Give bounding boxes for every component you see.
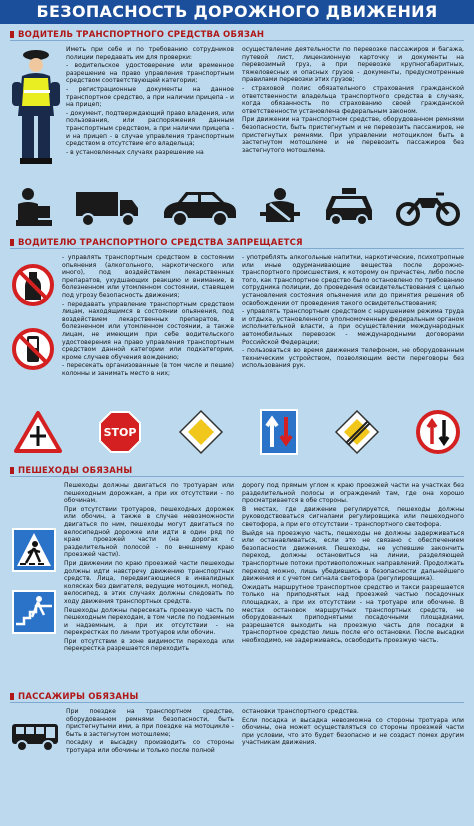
pedestrians-heading: ПЕШЕХОДЫ ОБЯЗАНЫ — [10, 466, 132, 476]
underpass-sign-icon — [12, 590, 56, 634]
pedestrians-right: дорогу под прямым углом к краю проезжей части на участках без разделительной полосы и ограждений там, где она хорошо просматривается в обе стороны. В местах, где движение регулируется, пешеходы должны руководствоваться сигналами регулировщика или пешеходного светофора, а при его отсутствии - транспортного светофора. Выйдя на проезжую часть, пешеходы не должны задерживаться или останавливаться, если это не связано с обеспечением безопасности движения. Пешеходы, не успевшие закончить переход, должны остановиться на линии, разделяющей транспортные потоки противоположных направлений. Продолжать переход можно, лишь убедившись в безопасности дальнейшего движения и с учетом сигнала светофора (регулировщика). Ожидать маршрутное транспортное средство и такси разрешается только на приподнятых над проезжей частью посадочных площадках, а при их отсутствии - на тротуаре или обочине. В местах остановок маршрутных транспортных средств, не оборудованных приподнятыми посадочными площадками, разрешается выходить на проезжую часть для посадки в транспортное средство лишь после его остановки. После высадки необходимо, не задерживаясь, освободить проезжую часть. — [242, 482, 464, 644]
warning-crossroads-sign-icon — [14, 410, 62, 454]
driver-must-heading: ВОДИТЕЛЬ ТРАНСПОРТНОГО СРЕДСТВА ОБЯЗАН — [10, 30, 264, 40]
car-icon — [160, 186, 238, 228]
driver-forbidden-right: - употреблять алкогольные напитки, наркотические, психотропные или иные одурманивающие вещества после дорожно-транспортного происшествия, к которому он причастен, либо после того, как транспортное средство было остановлено по требованию сотрудника полиции, до проведения освидетельствования с целью установления состояния опьянения или до принятия решения об освобождении от проведения такого освидетельствования; - управлять транспортным средством с нарушением режима труда и отдыха, установленного уполномоченным федеральным органом исполнительной власти, а при осуществлении международных автомобильных перевозок - международными договорами Российской Федерации; - пользоваться во время движения телефоном, не оборудованным техническим устройством, позволяющим вести переговоры без использования рук. — [242, 254, 464, 370]
divider — [10, 476, 464, 477]
main-road-sign-icon — [178, 409, 224, 455]
truck-icon — [74, 186, 140, 228]
driver-forbidden-left: - управлять транспортным средством в состоянии опьянения (алкогольного, наркотического или иного), под воздействием лекарственных препаратов, ухудшающих реакцию и внимание, в болезненном или утомленном состоянии, ставящем под угрозу безопасность движения; - передавать управление транспортным средством лицам, находящимся в состоянии опьянения, под воздействием лекарственных препаратов, в болезненном или утомленном состоянии, а также лицам, не имеющим при себе водительского удостоверения на право управления транспортным средством данной категории или подкатегории, кроме случаев обучения вождению; - пересекать организованные (в том числе и пешие) колонны и занимать место в них; — [62, 254, 234, 377]
driver-must-left: Иметь при себе и по требованию сотрудников полиции передавать им для проверки: - водительское удостоверение или временное разрешение на право управления транспортным средством соответствующей категории; - регистрационные документы на данное транспортное средство, а при наличии прицепа - и на прицеп; - документ, подтверждающий право владения, или пользования, или распоряжения данным транспортным средством, а при наличии прицепа - и на прицеп - в случае управления транспортным средством в отсутствие его владельца; - в установленных случаях разрешение на — [66, 46, 234, 156]
seatbelt-driver-icon — [258, 186, 302, 228]
no-oncoming-priority-sign-icon — [416, 410, 460, 454]
traffic-officer-icon — [10, 46, 62, 168]
priority-oncoming-sign-icon — [260, 409, 298, 455]
bus-icon — [10, 722, 62, 752]
stop-sign-icon — [98, 410, 142, 454]
divider — [10, 702, 464, 703]
driver-forbidden-heading: ВОДИТЕЛЮ ТРАНСПОРТНОГО СРЕДСТВА ЗАПРЕЩАЕТСЯ — [10, 238, 303, 248]
documents-check-icon — [14, 186, 54, 228]
main-road-end-sign-icon — [334, 409, 380, 455]
pedestrian-crossing-sign-icon — [12, 528, 56, 572]
no-alcohol-icon — [12, 264, 54, 306]
svg-text:STOP: STOP — [103, 426, 137, 439]
passengers-heading: ПАССАЖИРЫ ОБЯЗАНЫ — [10, 692, 138, 702]
driver-icons — [14, 184, 460, 230]
passengers-right: остановки транспортного средства. Если посадка и высадка невозможна со стороны тротуара или обочины, она может осуществляться со стороны проезжей части при условии, что это будет безопасно и не создаст помех другим участникам движения. — [242, 708, 464, 747]
no-phone-icon — [12, 328, 54, 370]
divider — [10, 40, 464, 41]
passengers-left: При поездке на транспортном средстве, оборудованном ремнями безопасности, быть пристегнутыми ими, а при поездке на мотоцикле - быть в застегнутом мотошлеме; посадку и высадку производить со стороны тротуара или обочины и только после полной — [66, 708, 234, 754]
motorcycle-icon — [396, 186, 460, 228]
page-title: БЕЗОПАСНОСТЬ ДОРОЖНОГО ДВИЖЕНИЯ — [0, 0, 474, 24]
divider — [10, 248, 464, 249]
driver-must-right: осуществление деятельности по перевозке пассажиров и багажа, путевой лист, лицензионную карточку и документы на перевозимый груз, а при перевозке крупногабаритных, тяжеловесных и опасных грузов - документы, предусмотренные правилами перевозки этих грузов; - страховой полис обязательного страхования гражданской ответственности владельца транспортного средства в случаях, когда обязанность по страхованию своей гражданской ответственности установлена федеральным законом. При движении на транспортном средстве, оборудованном ремнями безопасности, быть пристегнутым и не перевозить пассажиров, не пристегнутых ремнями. При управлении мотоциклом быть в застегнутом мотошлеме и не перевозить пассажиров без застегнутого мотошлема. — [242, 46, 464, 154]
taxi-icon — [322, 186, 376, 228]
road-signs-row — [14, 408, 460, 456]
pedestrians-left: Пешеходы должны двигаться по тротуарам или пешеходным дорожкам, а при их отсутствии - по обочинам. При отсутствии тротуаров, пешеходных дорожек или обочин, а также в случае невозможности двигаться по ним, пешеходы могут двигаться по велосипедной дорожке или идти в один ряд по краю проезжей части (на дорогах с разделительной полосой - по внешнему краю проезжей части). При движении по краю проезжей части пешеходы должны идти навстречу движению транспортных средств. Лица, передвигающиеся в инвалидных колясках без двигателя, ведущие мотоцикл, мопед, велосипед, в этих случаях должны следовать по ходу движения транспортных средств. Пешеходы должны пересекать проезжую часть по пешеходным переходам, в том числе по подземным и надземным, а при их отсутствии - на перекрестках по линии тротуаров или обочин. При отсутствии в зоне видимости перехода или перекрестка разрешается переходить — [64, 482, 234, 653]
